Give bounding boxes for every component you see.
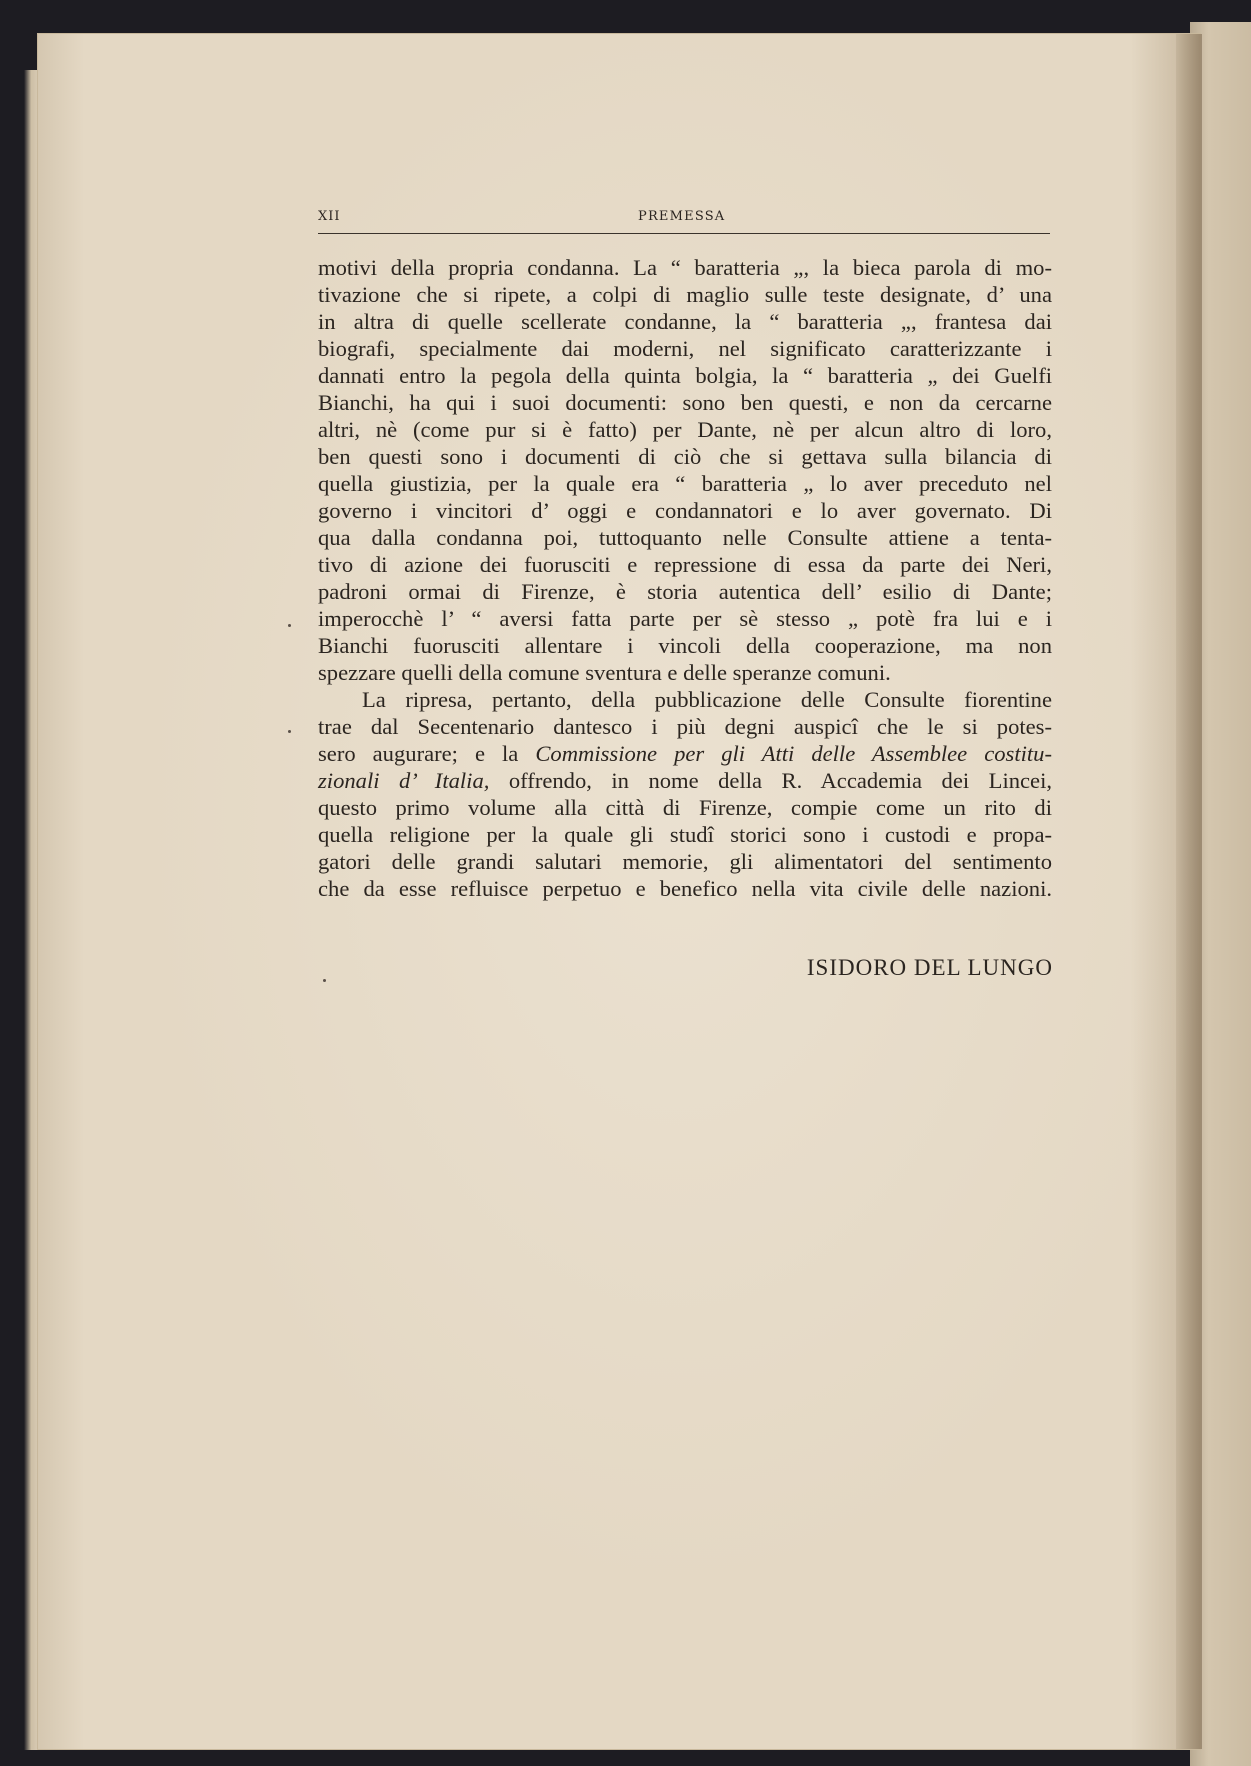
text-line: Bianchi fuorusciti allentare i vincoli della cooperazione, ma non bbox=[318, 633, 1052, 658]
paper-speck bbox=[288, 624, 291, 627]
gutter-shadow bbox=[1176, 34, 1202, 1749]
text-line: altri, nè (come pur si è fatto) per Dante, nè per alcun altro di loro, bbox=[318, 417, 1052, 442]
text-segment: sero augurare; e la bbox=[318, 741, 536, 766]
text-line: La ripresa, pertanto, della pubblicazione delle Consulte fiorentine bbox=[362, 687, 1052, 712]
text-line: quella religione per la quale gli studî storici sono i custodi e propa- bbox=[318, 822, 1052, 847]
text-line: questo primo volume alla città di Firenze, compie come un rito di bbox=[318, 795, 1052, 820]
paragraph-2 bbox=[318, 686, 1052, 902]
text-line: motivi della propria condanna. La “ baratteria „, la bieca parola di mo- bbox=[318, 255, 1052, 280]
text-line: biografi, specialmente dai moderni, nel significato caratterizzante i bbox=[318, 336, 1052, 361]
text-line: tivo di azione dei fuorusciti e repressione di essa da parte dei Neri, bbox=[318, 552, 1052, 577]
paper-speck bbox=[288, 730, 291, 733]
text-line: tivazione che si ripete, a colpi di maglio sulle teste designate, d’ una bbox=[318, 282, 1052, 307]
section-title: PREMESSA bbox=[638, 209, 726, 224]
paper-speck bbox=[323, 979, 326, 982]
text-line: dannati entro la pegola della quinta bolgia, la “ baratteria „ dei Guelfi bbox=[318, 363, 1052, 388]
body-text bbox=[318, 254, 1052, 902]
text-line: ben questi sono i documenti di ciò che si gettava sulla bilancia di bbox=[318, 444, 1052, 469]
text-line: Bianchi, ha qui i suoi documenti: sono ben questi, e non da cercarne bbox=[318, 390, 1052, 415]
italic-title: zionali d’ Italia, bbox=[318, 768, 490, 793]
text-line: qua dalla condanna poi, tuttoquanto nelle Consulte attiene a tenta- bbox=[318, 525, 1052, 550]
text-line bbox=[318, 767, 1052, 794]
paragraph-1 bbox=[318, 254, 1052, 686]
text-line: quella giustizia, per la quale era “ baratteria „ lo aver preceduto nel bbox=[318, 471, 1052, 496]
text-line: gatori delle grandi salutari memorie, gli alimentatori del sentimento bbox=[318, 849, 1052, 874]
author-signature: ISIDORO DEL LUNGO bbox=[806, 955, 1053, 980]
text-line: trae dal Secentenario dantesco i più degni auspicî che le si potes- bbox=[318, 714, 1052, 739]
page-number: XII bbox=[318, 209, 341, 224]
text-line: che da esse refluisce perpetuo e benefico nella vita civile delle nazioni. bbox=[318, 876, 1052, 901]
text-line bbox=[318, 740, 1052, 767]
text-segment: offrendo, in nome della R. Accademia dei Lincei, bbox=[489, 768, 1052, 793]
text-line: imperocchè l’ “ aversi fatta parte per sè stesso „ potè fra lui e i bbox=[318, 606, 1052, 631]
text-line: spezzare quelli della comune sventura e delle speranze comuni. bbox=[318, 660, 891, 685]
text-line: governo i vincitori d’ oggi e condannatori e lo aver governato. Di bbox=[318, 498, 1052, 523]
text-line: in altra di quelle scellerate condanne, la “ baratteria „, frantesa dai bbox=[318, 309, 1052, 334]
running-head bbox=[318, 205, 1050, 234]
text-line: padroni ormai di Firenze, è storia autentica dell’ esilio di Dante; bbox=[318, 579, 1052, 604]
italic-title: Commissione per gli Atti delle Assemblee costitu- bbox=[535, 741, 1052, 766]
